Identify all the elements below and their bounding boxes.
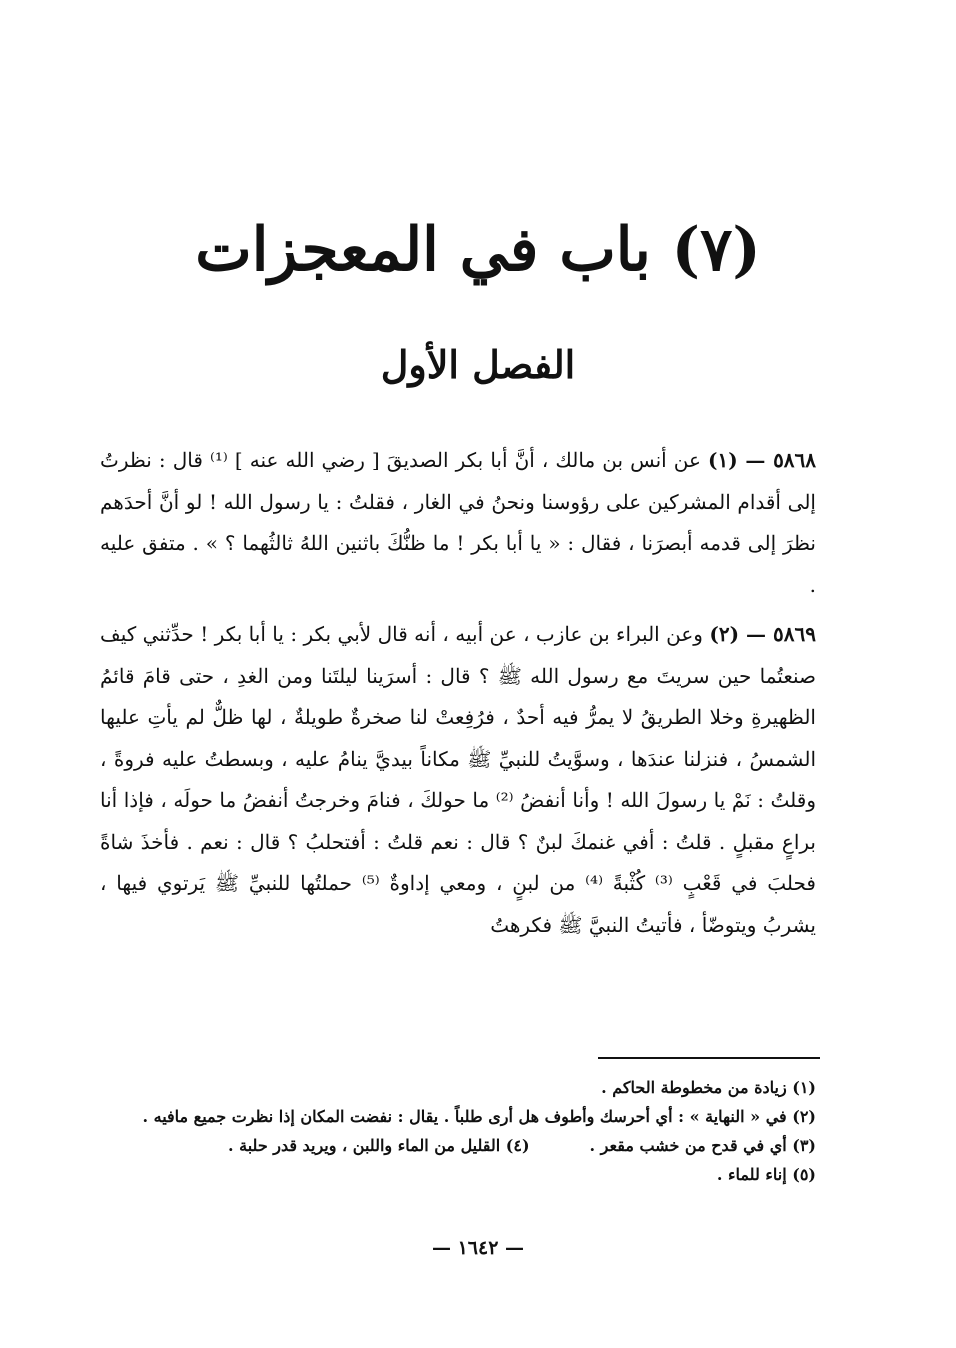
footnote: (٥) إناء للماء . (716, 1165, 816, 1184)
footnote: (٢) في « النهاية » : أي أحرسك وأطوف هل أرى طلباً . يقال : نفضت المكان إذا نظرت جميع مافيه . (142, 1107, 816, 1126)
footnote: (٣) أي في قدح من خشب مقعر . (589, 1136, 816, 1155)
hadith-paragraph (100, 614, 816, 946)
footnote: (٤) القليل من الماء واللبن ، ويريد قدر حلبة . (227, 1136, 530, 1155)
footnote-row (100, 1131, 816, 1160)
hadith-number: ٥٨٦٩ — (٢) (709, 622, 817, 646)
hadith-paragraph (100, 440, 816, 606)
main-text (100, 440, 816, 946)
chapter-title: (٧) باب في المعجزات (195, 215, 761, 285)
footnote: (١) زيادة من مخطوطة الحاكم . (601, 1078, 816, 1097)
hadith-text: وعن البراء بن عازب ، عن أبيه ، أنه قال لأبي بكر : يا أبا بكر ! حدِّثني كيف صنعتُما حين سريتَ مع رسول الله ﷺ ؟ قال : أسرَينا ليلتَنا ومن الغدِ ، حتى قامَ قائمُ الظهيرةِ وخلا الطريقُ لا يمرُّ فيه أحدٌ ، فرُفِعتْ لنا صخرةٌ طويلةٌ ، لها ظلٌّ لم يأتِ عليها الشمسُ ، فنزلنا عندَها ، وسوَّيتُ للنبيِّ ﷺ مكاناً بيديَّ ينامُ عليه ، وبسطتُ عليه فروةً ، وقلتُ : نَمْ يا رسولَ الله ! وأنا أنفضُ ⁽²⁾ ما حولكَ ، فنامَ وخرجتُ أنفضُ ما حولَه ، فإذا أنا براعٍ مقبلٍ . قلتُ : أفي غنمكَ لبنٌ ؟ قال : نعم قلتُ : أفتحلبُ ؟ قال : نعم . فأخذَ شاةً فحلبَ في قَعْبٍ ⁽³⁾ كُثْبةً ⁽⁴⁾ من لبنٍ ، ومعي إداوةٌ ⁽⁵⁾ حملتُها للنبيِّ ﷺ يَرتوي فيها ، يشربُ ويتوضّأ ، فأتيتُ النبيَّ ﷺ فكرهتُ (100, 622, 817, 937)
hadith-number: ٥٨٦٨ — (١) (708, 448, 817, 472)
section-title: الفصل الأول (380, 342, 576, 387)
hadith-text: عن أنس بن مالك ، أنَّ أبا بكر الصديقَ [ رضي الله عنه ] ⁽¹⁾ قال : نظرتُ إلى أقدام المشركين على رؤوسنا ونحنُ في الغار ، فقلتُ : يا رسول الله ! لو أنَّ أحدَهم نظرَ إلى قدمه أبصرَنا ، فقال : « يا أبا بكر ! ما ظنُّكَ باثنين اللهُ ثالثُهما ؟ » . متفق عليه . (100, 448, 816, 597)
page-number: — ١٦٤٢ — (431, 1237, 525, 1259)
footnotes (100, 1073, 816, 1189)
footnote-divider (598, 1057, 820, 1059)
